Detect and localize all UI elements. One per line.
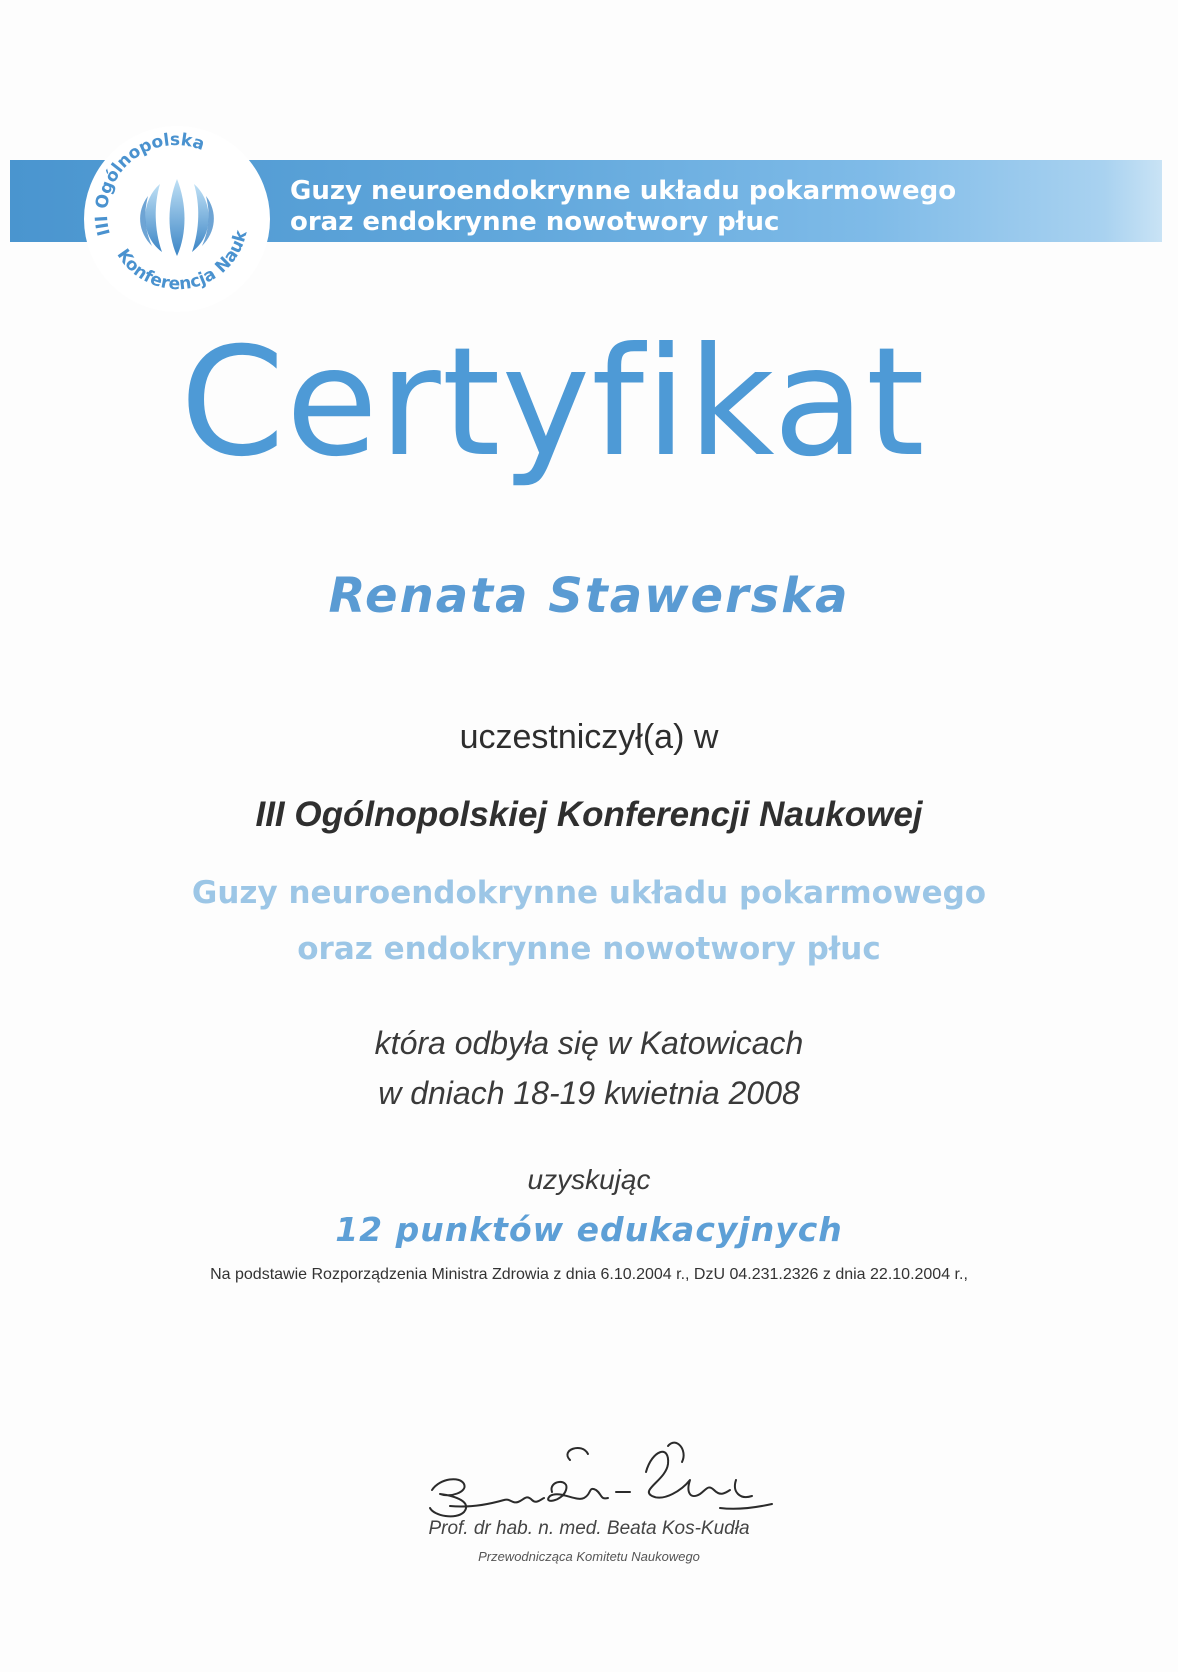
logo-ring-text-bottom: Konferencja Nauk (112, 228, 252, 295)
signature-scribble (420, 1420, 780, 1530)
logo-ring-text-top: III Ogólnopolska (91, 130, 208, 238)
event-dates: w dniach 18-19 kwietnia 2008 (378, 1075, 800, 1111)
header-band-title (290, 176, 956, 238)
conference-topic-line-2: oraz endokrynne nowotwory płuc (297, 931, 881, 967)
header-band-line-1: Guzy neuroendokrynne układu pokarmowego (290, 176, 957, 206)
event-location-date (0, 1018, 1178, 1118)
conference-topic (0, 865, 1178, 977)
conference-logo (82, 124, 272, 314)
conference-topic-line-1: Guzy neuroendokrynne układu pokarmowego (191, 875, 987, 911)
legal-basis-text: Na podstawie Rozporządzenia Ministra Zdrowia z dnia 6.10.2004 r., DzU 04.231.2326 z dnia 22.10.2004 r., (210, 1266, 968, 1283)
obtaining-text: uzyskując (527, 1164, 651, 1195)
handwritten-signature (420, 1420, 780, 1530)
education-points: 12 punktów edukacyjnych (335, 1210, 843, 1249)
conference-logo-emblem (82, 124, 272, 314)
certificate-title: Certyfikat (180, 316, 926, 490)
signer-role: Przewodnicząca Komitetu Naukowego (478, 1549, 700, 1564)
conference-name: III Ogólnopolskiej Konferencji Naukowej (255, 795, 923, 834)
signer-name: Prof. dr hab. n. med. Beata Kos-Kudła (428, 1518, 750, 1539)
participation-text: uczestniczył(a) w (459, 718, 719, 756)
recipient-name: Renata Stawerska (328, 568, 850, 624)
event-location: która odbyła się w Katowicach (374, 1025, 804, 1061)
header-band-line-2: oraz endokrynne nowotwory płuc (290, 207, 780, 237)
